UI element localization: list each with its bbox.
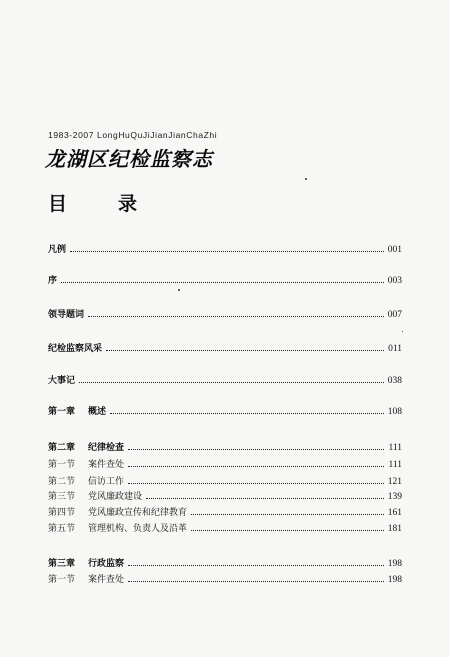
toc-entry-number: 第三节 — [48, 492, 76, 502]
toc-entry-title: 大事记 — [48, 376, 76, 386]
toc-entry[interactable] — [48, 522, 402, 536]
toc-page-number: 007 — [387, 310, 402, 320]
toc-entry-label — [48, 274, 61, 288]
toc-page-number: 121 — [387, 477, 402, 487]
toc-page-number: 139 — [387, 492, 402, 502]
toc-entry-label — [48, 342, 106, 356]
toc-entry[interactable] — [48, 342, 402, 356]
toc-entry[interactable] — [48, 308, 402, 322]
book-title: 龙湖区纪检监察志 — [45, 147, 213, 171]
print-speck — [305, 178, 307, 180]
toc-entry-title: 纪检监察风采 — [48, 344, 103, 354]
toc-leader-dots — [128, 448, 384, 450]
toc-heading: 目 录 — [48, 193, 154, 215]
toc-leader-dots — [191, 529, 384, 531]
toc-entry-number: 第二章 — [48, 443, 76, 453]
toc-leader-dots — [146, 497, 384, 499]
toc-page-number: 111 — [388, 443, 402, 453]
toc-entry[interactable] — [48, 557, 402, 571]
toc-entry-title: 案件查处 — [88, 575, 125, 585]
toc-entry[interactable] — [48, 405, 402, 419]
toc-entry-label — [48, 475, 128, 489]
toc-entry-label — [48, 573, 128, 587]
toc-leader-dots — [61, 281, 384, 283]
toc-entry-title: 概述 — [88, 407, 107, 417]
toc-entry[interactable] — [48, 441, 402, 455]
toc-page-number: 161 — [387, 508, 402, 518]
toc-entry-label — [48, 441, 128, 455]
toc-leader-dots — [191, 513, 384, 515]
toc-page-number: 198 — [387, 559, 402, 569]
toc-entry-title: 纪律检查 — [88, 443, 125, 453]
toc-entry[interactable] — [48, 490, 402, 504]
toc-leader-dots — [79, 381, 384, 383]
toc-entry[interactable] — [48, 475, 402, 489]
toc-entry-title: 案件查处 — [88, 460, 125, 470]
toc-entry-title: 凡例 — [48, 245, 67, 255]
toc-leader-dots — [128, 580, 384, 582]
toc-entry[interactable] — [48, 274, 402, 288]
toc-entry-label — [48, 522, 191, 536]
toc-entry-title: 序 — [48, 276, 58, 286]
toc-entry-number: 第五节 — [48, 524, 76, 534]
toc-entry-title: 管理机构、负责人及沿革 — [88, 524, 188, 534]
toc-entry[interactable] — [48, 506, 402, 520]
toc-entry-title: 行政监察 — [88, 559, 125, 569]
toc-leader-dots — [70, 250, 384, 252]
toc-entry-label — [48, 490, 146, 504]
toc-leader-dots — [128, 465, 384, 467]
toc-page-number: 001 — [387, 245, 402, 255]
toc-page-number: 038 — [387, 376, 402, 386]
toc-entry-title: 领导题词 — [48, 310, 85, 320]
toc-entry-title: 党风廉政宣传和纪律教育 — [88, 508, 188, 518]
toc-entry[interactable] — [48, 458, 402, 472]
toc-entry[interactable] — [48, 573, 402, 587]
toc-page-number: 181 — [387, 524, 402, 534]
toc-entry[interactable] — [48, 374, 402, 388]
toc-entry-number: 第二节 — [48, 477, 76, 487]
toc-entry-title: 党风廉政建设 — [88, 492, 143, 502]
toc-entry-number: 第四节 — [48, 508, 76, 518]
toc-entry-number: 第一节 — [48, 460, 76, 470]
toc-entry-label — [48, 557, 128, 571]
toc-page-number: 011 — [388, 344, 402, 354]
toc-entry-label — [48, 506, 191, 520]
toc-entry-label — [48, 243, 70, 257]
toc-entry-label — [48, 308, 88, 322]
toc-entry[interactable] — [48, 243, 402, 257]
toc-entry-label — [48, 458, 128, 472]
toc-entry-number: 第三章 — [48, 559, 76, 569]
toc-leader-dots — [88, 315, 384, 317]
toc-page-number: 003 — [387, 276, 402, 286]
toc-page-number: 198 — [387, 575, 402, 585]
toc-entry-label — [48, 374, 79, 388]
toc-leader-dots — [106, 349, 384, 351]
toc-entry-label — [48, 405, 110, 419]
toc-entry-title: 信访工作 — [88, 477, 125, 487]
toc-leader-dots — [110, 412, 384, 414]
print-speck — [402, 331, 403, 332]
toc-page-number: 108 — [387, 407, 402, 417]
print-speck — [178, 289, 180, 291]
toc-leader-dots — [128, 564, 384, 566]
toc-page-number: 111 — [388, 460, 402, 470]
toc-leader-dots — [128, 482, 384, 484]
toc-entry-number: 第一节 — [48, 575, 76, 585]
toc-entry-number: 第一章 — [48, 407, 76, 417]
book-subtitle: 1983-2007 LongHuQuJiJianJianChaZhi — [48, 130, 218, 140]
